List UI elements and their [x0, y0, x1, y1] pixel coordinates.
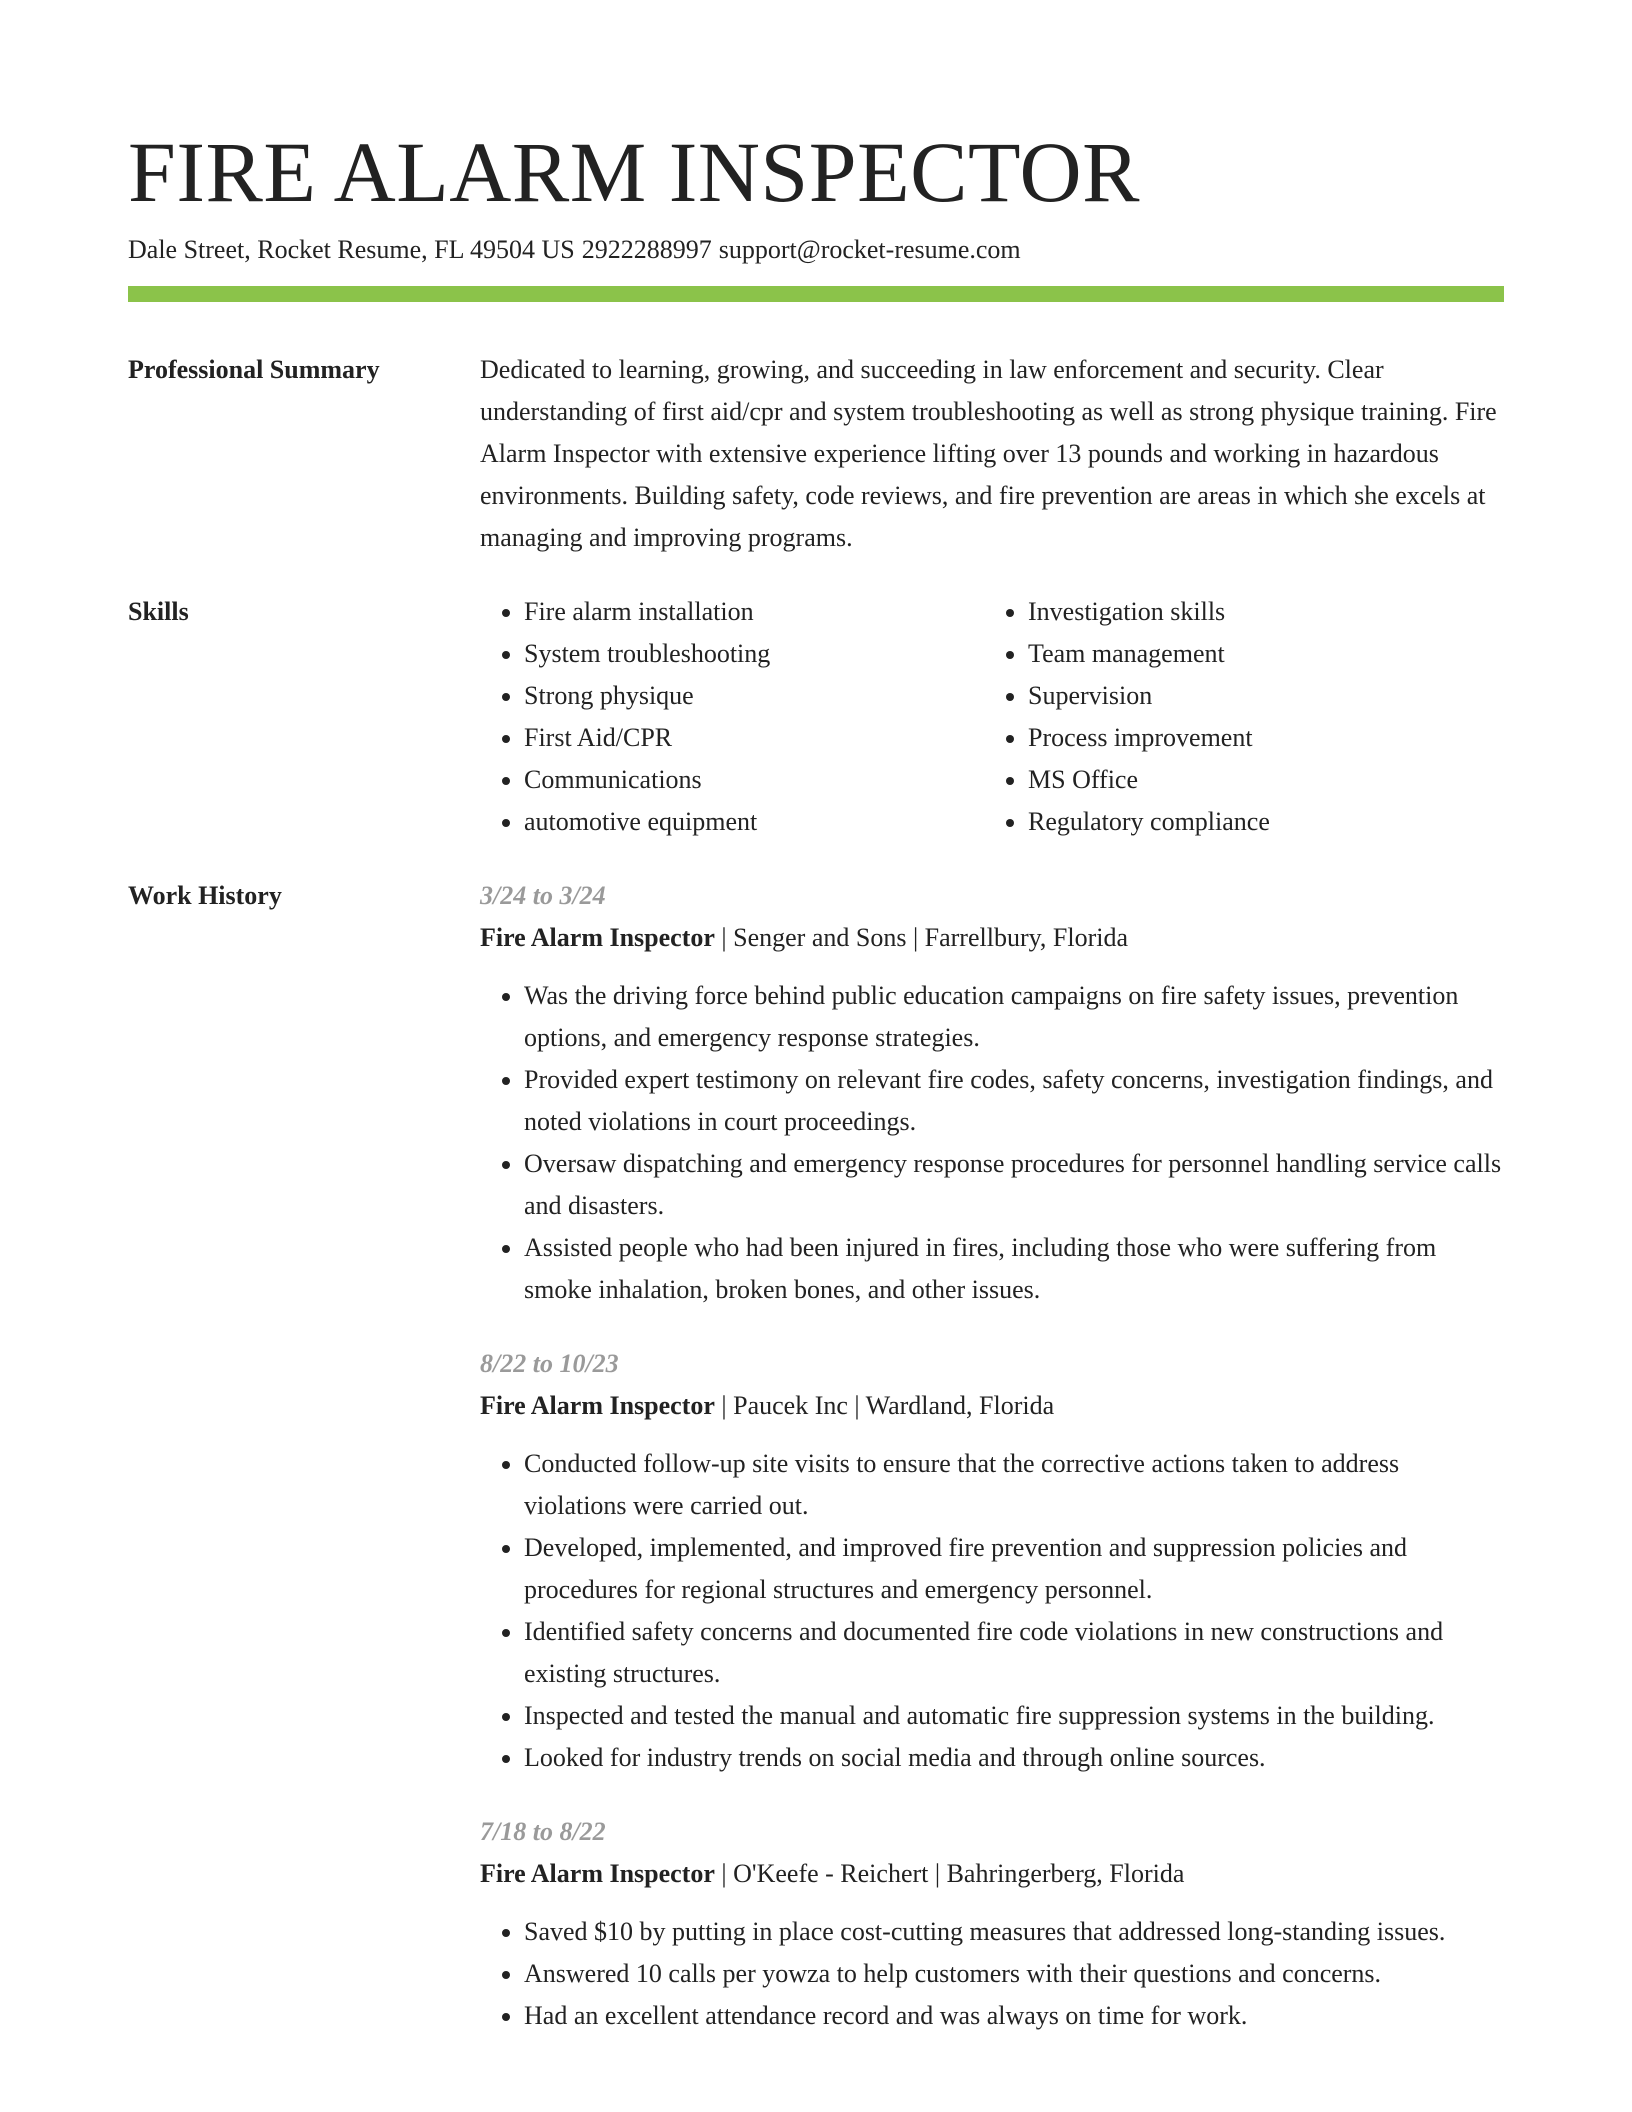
contact-email: support@rocket-resume.com	[718, 235, 1021, 264]
job-bullet: • Answered 10 calls per yowza to help customers with their questions and concerns.	[524, 1953, 1504, 1995]
job-details: | Paucek Inc | Wardland, Florida	[714, 1391, 1055, 1420]
job-bullet: • Had an excellent attendance record and was always on time for work.	[524, 1995, 1504, 2037]
job-bullet: • Developed, implemented, and improved fire prevention and suppression policies and procedures for regional structures and emergency personnel.	[524, 1527, 1504, 1611]
skills-heading: Skills	[128, 597, 189, 626]
skill-item: • Regulatory compliance	[1028, 801, 1488, 843]
summary-section	[128, 349, 1504, 559]
skill-item: • First Aid/CPR	[524, 717, 984, 759]
skill-item: • Team management	[1028, 633, 1488, 675]
job-title: Fire Alarm Inspector	[480, 923, 715, 952]
job-heading-line	[480, 1853, 1504, 1895]
job-dates: 8/22 to 10/23	[480, 1349, 619, 1378]
summary-text: Dedicated to learning, growing, and succeeding in law enforcement and security. Clear understanding of first aid/cpr and system troubleshooting as well as strong physique training. Fire Alarm Inspector with extensive experience lifting over 13 pounds and working in hazardous environments. Building safety, code reviews, and fire prevention are areas in which she excels at managing and improving programs.	[480, 355, 1497, 552]
header-divider	[128, 286, 1504, 302]
job-entry	[480, 1343, 1504, 1779]
job-entry	[480, 875, 1504, 1311]
job-bullet: • Conducted follow-up site visits to ensure that the corrective actions taken to address violations were carried out.	[524, 1443, 1504, 1527]
job-bullet: • Assisted people who had been injured in fires, including those who were suffering from smoke inhalation, broken bones, and other issues.	[524, 1227, 1504, 1311]
resume-body	[128, 349, 1504, 2069]
work-history-heading: Work History	[128, 881, 282, 910]
job-bullet: • Provided expert testimony on relevant fire codes, safety concerns, investigation findings, and noted violations in court proceedings.	[524, 1059, 1504, 1143]
skill-item: • Process improvement	[1028, 717, 1488, 759]
job-details: | Senger and Sons | Farrellbury, Florida	[714, 923, 1129, 952]
job-bullet: • Saved $10 by putting in place cost-cutting measures that addressed long-standing issues.	[524, 1911, 1504, 1953]
contact-phone: 2922288997	[581, 235, 712, 264]
job-bullets	[480, 975, 1504, 1311]
work-history-section	[128, 875, 1504, 2069]
skills-content	[480, 591, 1504, 843]
skills-columns	[480, 591, 1504, 843]
job-bullets	[480, 1443, 1504, 1779]
job-entry	[480, 1811, 1504, 2037]
job-dates: 3/24 to 3/24	[480, 881, 606, 910]
job-details: | O'Keefe - Reichert | Bahringerberg, Florida	[714, 1859, 1185, 1888]
summary-content	[480, 349, 1504, 559]
job-bullet: • Looked for industry trends on social media and through online sources.	[524, 1737, 1504, 1779]
job-heading-line	[480, 917, 1504, 959]
job-bullets	[480, 1911, 1504, 2037]
skills-list-right	[984, 591, 1488, 843]
skill-item: • automotive equipment	[524, 801, 984, 843]
job-bullet: • Identified safety concerns and documented fire code violations in new constructions and existing structures.	[524, 1611, 1504, 1695]
contact-address: Dale Street, Rocket Resume, FL 49504 US	[128, 235, 575, 264]
work-history-content	[480, 875, 1504, 2069]
job-heading-line	[480, 1385, 1504, 1427]
skill-item: • Supervision	[1028, 675, 1488, 717]
job-title: Fire Alarm Inspector	[480, 1391, 715, 1420]
skill-item: • Communications	[524, 759, 984, 801]
skill-item: • MS Office	[1028, 759, 1488, 801]
skill-item: • Fire alarm installation	[524, 591, 984, 633]
resume-name-heading: FIRE ALARM INSPECTOR	[128, 124, 1140, 220]
job-title: Fire Alarm Inspector	[480, 1859, 715, 1888]
summary-heading: Professional Summary	[128, 355, 380, 384]
job-bullet: • Oversaw dispatching and emergency response procedures for personnel handling service calls and disasters.	[524, 1143, 1504, 1227]
job-dates: 7/18 to 8/22	[480, 1817, 606, 1846]
contact-line	[128, 230, 1021, 270]
job-bullet: • Was the driving force behind public education campaigns on fire safety issues, prevention options, and emergency response strategies.	[524, 975, 1504, 1059]
job-bullet: • Inspected and tested the manual and automatic fire suppression systems in the building.	[524, 1695, 1504, 1737]
skill-item: • Strong physique	[524, 675, 984, 717]
skills-section	[128, 591, 1504, 843]
skill-item: • Investigation skills	[1028, 591, 1488, 633]
skills-list-left	[480, 591, 984, 843]
skill-item: • System troubleshooting	[524, 633, 984, 675]
